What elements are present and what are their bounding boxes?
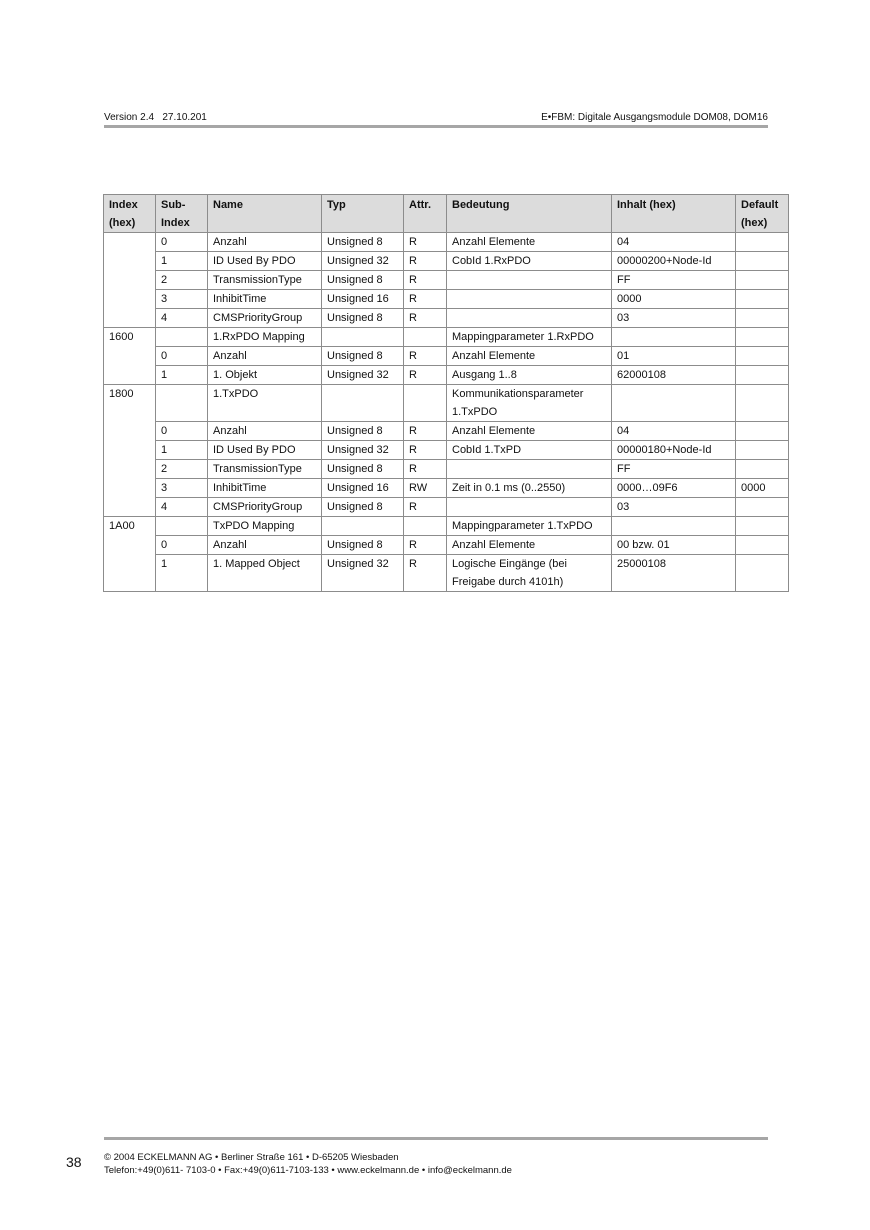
col-header-typ: Typ <box>322 195 404 233</box>
footer-contact: Telefon:+49(0)611- 7103-0 • Fax:+49(0)611-7103-133 • www.eckelmann.de • info@eckelmann.de <box>104 1165 512 1176</box>
header-rule <box>104 125 768 128</box>
cell-typ: Unsigned 8 <box>322 233 404 252</box>
footer <box>104 1151 512 1177</box>
cell-name: ID Used By PDO <box>208 441 322 460</box>
cell-typ: Unsigned 32 <box>322 252 404 271</box>
cell-inhalt: 00000180+Node-Id <box>612 441 736 460</box>
table-header <box>104 195 789 233</box>
cell-name: 1.TxPDO <box>208 385 322 422</box>
table-row <box>104 233 789 252</box>
cell-attr: RW <box>404 479 447 498</box>
table-row <box>104 479 789 498</box>
cell-attr: R <box>404 460 447 479</box>
table-header-row <box>104 195 789 233</box>
cell-inhalt: 04 <box>612 422 736 441</box>
cell-default <box>736 271 789 290</box>
cell-subindex: 0 <box>156 422 208 441</box>
table-row <box>104 517 789 536</box>
cell-default <box>736 328 789 347</box>
cell-bedeutung: CobId 1.RxPDO <box>447 252 612 271</box>
cell-subindex: 3 <box>156 479 208 498</box>
cell-index: 1600 <box>104 328 156 347</box>
cell-subindex <box>156 328 208 347</box>
cell-subindex <box>156 517 208 536</box>
cell-inhalt: 03 <box>612 498 736 517</box>
cell-default <box>736 347 789 366</box>
cell-inhalt: 04 <box>612 233 736 252</box>
cell-subindex: 0 <box>156 233 208 252</box>
cell-default <box>736 460 789 479</box>
header-document-title: E•FBM: Digitale Ausgangsmodule DOM08, DOM16 <box>541 112 768 123</box>
cell-attr: R <box>404 290 447 309</box>
cell-subindex: 2 <box>156 271 208 290</box>
cell-attr: R <box>404 233 447 252</box>
cell-default <box>736 385 789 422</box>
cell-subindex <box>156 385 208 422</box>
cell-default <box>736 517 789 536</box>
table-body <box>104 233 789 592</box>
cell-attr <box>404 517 447 536</box>
table-row <box>104 252 789 271</box>
col-header-name: Name <box>208 195 322 233</box>
cell-bedeutung <box>447 290 612 309</box>
cell-default <box>736 233 789 252</box>
cell-default <box>736 498 789 517</box>
header-version: Version 2.4 27.10.201 <box>104 112 207 123</box>
col-header-subindex: Sub- Index <box>156 195 208 233</box>
cell-bedeutung <box>447 460 612 479</box>
cell-attr: R <box>404 536 447 555</box>
cell-bedeutung: CobId 1.TxPD <box>447 441 612 460</box>
table-row <box>104 347 789 366</box>
cell-attr: R <box>404 441 447 460</box>
cell-default <box>736 290 789 309</box>
cell-name: TransmissionType <box>208 271 322 290</box>
cell-attr: R <box>404 366 447 385</box>
cell-bedeutung: Anzahl Elemente <box>447 536 612 555</box>
cell-default <box>736 536 789 555</box>
cell-attr: R <box>404 498 447 517</box>
cell-name: 1. Objekt <box>208 366 322 385</box>
cell-inhalt: 62000108 <box>612 366 736 385</box>
cell-name: InhibitTime <box>208 290 322 309</box>
table-row <box>104 271 789 290</box>
cell-name: InhibitTime <box>208 479 322 498</box>
cell-inhalt: 25000108 <box>612 555 736 592</box>
cell-subindex: 2 <box>156 460 208 479</box>
cell-bedeutung: Anzahl Elemente <box>447 347 612 366</box>
cell-subindex: 1 <box>156 441 208 460</box>
col-header-inhalt: Inhalt (hex) <box>612 195 736 233</box>
cell-bedeutung: Mappingparameter 1.TxPDO <box>447 517 612 536</box>
cell-subindex: 4 <box>156 309 208 328</box>
cell-bedeutung: Zeit in 0.1 ms (0..2550) <box>447 479 612 498</box>
cell-default <box>736 366 789 385</box>
cell-bedeutung: Logische Eingänge (bei Freigabe durch 4101h) <box>447 555 612 592</box>
cell-typ: Unsigned 8 <box>322 309 404 328</box>
cell-name: ID Used By PDO <box>208 252 322 271</box>
cell-typ: Unsigned 16 <box>322 290 404 309</box>
cell-typ: Unsigned 8 <box>322 460 404 479</box>
table-row <box>104 328 789 347</box>
cell-name: CMSPriorityGroup <box>208 309 322 328</box>
cell-bedeutung <box>447 271 612 290</box>
cell-name: CMSPriorityGroup <box>208 498 322 517</box>
cell-attr: R <box>404 555 447 592</box>
cell-index <box>104 460 156 479</box>
cell-index <box>104 347 156 366</box>
cell-typ: Unsigned 8 <box>322 347 404 366</box>
table-row <box>104 422 789 441</box>
cell-default <box>736 422 789 441</box>
cell-typ: Unsigned 32 <box>322 441 404 460</box>
cell-name: Anzahl <box>208 233 322 252</box>
cell-bedeutung <box>447 309 612 328</box>
cell-name: TransmissionType <box>208 460 322 479</box>
cell-default: 0000 <box>736 479 789 498</box>
table-row <box>104 385 789 422</box>
cell-attr: R <box>404 271 447 290</box>
cell-typ: Unsigned 32 <box>322 555 404 592</box>
col-header-bedeutung: Bedeutung <box>447 195 612 233</box>
cell-index: 1800 <box>104 385 156 422</box>
cell-typ <box>322 385 404 422</box>
cell-default <box>736 309 789 328</box>
cell-index <box>104 536 156 555</box>
cell-default <box>736 555 789 592</box>
cell-inhalt: FF <box>612 271 736 290</box>
cell-attr: R <box>404 422 447 441</box>
cell-index <box>104 366 156 385</box>
cell-typ <box>322 328 404 347</box>
cell-subindex: 3 <box>156 290 208 309</box>
cell-name: 1.RxPDO Mapping <box>208 328 322 347</box>
table-row <box>104 555 789 592</box>
cell-index <box>104 555 156 592</box>
cell-typ: Unsigned 16 <box>322 479 404 498</box>
cell-subindex: 1 <box>156 366 208 385</box>
cell-attr: R <box>404 347 447 366</box>
footer-rule <box>104 1137 768 1140</box>
cell-index <box>104 422 156 441</box>
cell-inhalt: 00000200+Node-Id <box>612 252 736 271</box>
cell-default <box>736 252 789 271</box>
cell-typ: Unsigned 8 <box>322 422 404 441</box>
col-header-index: Index (hex) <box>104 195 156 233</box>
table-row <box>104 498 789 517</box>
cell-name: TxPDO Mapping <box>208 517 322 536</box>
cell-index <box>104 441 156 460</box>
cell-inhalt: 01 <box>612 347 736 366</box>
page-number: 38 <box>66 1154 82 1170</box>
cell-subindex: 1 <box>156 555 208 592</box>
cell-index <box>104 290 156 309</box>
table-row <box>104 309 789 328</box>
cell-attr: R <box>404 309 447 328</box>
cell-inhalt <box>612 517 736 536</box>
cell-bedeutung: Ausgang 1..8 <box>447 366 612 385</box>
cell-inhalt: FF <box>612 460 736 479</box>
cell-typ: Unsigned 32 <box>322 366 404 385</box>
cell-name: 1. Mapped Object <box>208 555 322 592</box>
cell-inhalt: 03 <box>612 309 736 328</box>
cell-inhalt: 00 bzw. 01 <box>612 536 736 555</box>
cell-inhalt <box>612 385 736 422</box>
cell-bedeutung: Mappingparameter 1.RxPDO <box>447 328 612 347</box>
cell-attr <box>404 328 447 347</box>
cell-name: Anzahl <box>208 347 322 366</box>
table-row <box>104 460 789 479</box>
cell-typ: Unsigned 8 <box>322 271 404 290</box>
cell-name: Anzahl <box>208 422 322 441</box>
cell-inhalt: 0000…09F6 <box>612 479 736 498</box>
cell-subindex: 1 <box>156 252 208 271</box>
cell-index <box>104 498 156 517</box>
cell-subindex: 0 <box>156 536 208 555</box>
cell-bedeutung: Anzahl Elemente <box>447 233 612 252</box>
cell-index <box>104 233 156 252</box>
cell-index <box>104 309 156 328</box>
table-row <box>104 290 789 309</box>
footer-address: © 2004 ECKELMANN AG • Berliner Straße 161 • D-65205 Wiesbaden <box>104 1152 399 1163</box>
object-dictionary-table <box>103 194 789 592</box>
cell-typ: Unsigned 8 <box>322 498 404 517</box>
cell-inhalt: 0000 <box>612 290 736 309</box>
col-header-attr: Attr. <box>404 195 447 233</box>
cell-attr: R <box>404 252 447 271</box>
cell-name: Anzahl <box>208 536 322 555</box>
cell-index: 1A00 <box>104 517 156 536</box>
table-row <box>104 366 789 385</box>
cell-index <box>104 271 156 290</box>
cell-bedeutung <box>447 498 612 517</box>
cell-subindex: 4 <box>156 498 208 517</box>
cell-subindex: 0 <box>156 347 208 366</box>
cell-inhalt <box>612 328 736 347</box>
col-header-default: Default (hex) <box>736 195 789 233</box>
cell-typ: Unsigned 8 <box>322 536 404 555</box>
cell-typ <box>322 517 404 536</box>
table-row <box>104 536 789 555</box>
cell-default <box>736 441 789 460</box>
cell-index <box>104 252 156 271</box>
table-row <box>104 441 789 460</box>
cell-attr <box>404 385 447 422</box>
cell-index <box>104 479 156 498</box>
cell-bedeutung: Kommunikationsparameter 1.TxPDO <box>447 385 612 422</box>
cell-bedeutung: Anzahl Elemente <box>447 422 612 441</box>
